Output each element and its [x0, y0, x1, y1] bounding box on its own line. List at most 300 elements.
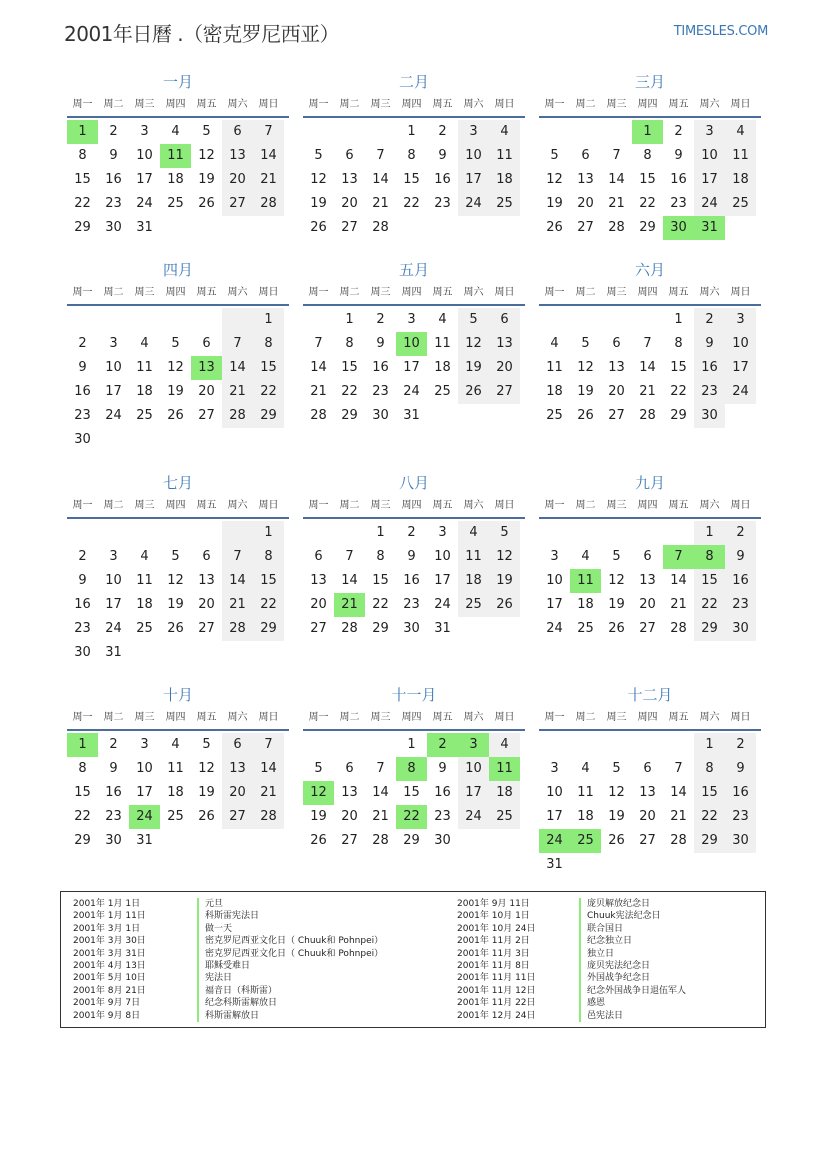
day-cell[interactable]: 8	[345, 336, 354, 351]
day-cell[interactable]: 10	[458, 144, 489, 168]
day-cell[interactable]: 10	[136, 148, 153, 163]
day-cell[interactable]: 6	[581, 148, 590, 163]
day-cell[interactable]: 20	[341, 196, 358, 211]
day-cell[interactable]: 9	[78, 360, 87, 375]
day-cell[interactable]: 25	[167, 809, 184, 824]
day-cell[interactable]: 12	[167, 360, 184, 375]
day-cell[interactable]: 2	[109, 124, 118, 139]
day-cell[interactable]: 17	[725, 356, 756, 380]
day-cell[interactable]: 24	[403, 384, 420, 399]
day-cell[interactable]: 4	[489, 733, 520, 757]
day-cell[interactable]: 9	[725, 757, 756, 781]
day-cell[interactable]: 20	[489, 356, 520, 380]
day-cell[interactable]: 30	[434, 833, 451, 848]
day-cell[interactable]: 29	[372, 621, 389, 636]
day-cell[interactable]: 4	[725, 120, 756, 144]
day-cell[interactable]: 12	[489, 545, 520, 569]
day-cell[interactable]: 22	[74, 809, 91, 824]
day-cell[interactable]: 4	[550, 336, 559, 351]
day-cell[interactable]: 22	[253, 380, 284, 404]
day-cell[interactable]: 7	[643, 336, 652, 351]
day-cell[interactable]: 29	[253, 404, 284, 428]
day-cell[interactable]: 6	[202, 336, 211, 351]
day-cell[interactable]: 9	[438, 148, 447, 163]
day-cell[interactable]: 11	[458, 545, 489, 569]
day-cell[interactable]: 12	[458, 332, 489, 356]
day-cell[interactable]: 23	[105, 196, 122, 211]
day-cell[interactable]: 8	[78, 148, 87, 163]
day-cell[interactable]: 20	[222, 168, 253, 192]
day-cell[interactable]: 14	[639, 360, 656, 375]
day-cell[interactable]: 7	[222, 332, 253, 356]
day-cell[interactable]: 25	[546, 408, 563, 423]
day-cell[interactable]: 10	[694, 144, 725, 168]
day-cell[interactable]: 4	[581, 549, 590, 564]
day-cell[interactable]: 30	[105, 833, 122, 848]
day-cell[interactable]: 6	[489, 308, 520, 332]
day-cell[interactable]: 1	[253, 521, 284, 545]
day-cell[interactable]: 29	[74, 220, 91, 235]
day-cell[interactable]: 2	[725, 733, 756, 757]
day-cell[interactable]: 13	[608, 360, 625, 375]
holiday-day-cell[interactable]: 21	[334, 593, 365, 617]
day-cell[interactable]: 6	[345, 148, 354, 163]
day-cell[interactable]: 18	[725, 168, 756, 192]
day-cell[interactable]: 5	[458, 308, 489, 332]
day-cell[interactable]: 24	[434, 597, 451, 612]
day-cell[interactable]: 21	[372, 809, 389, 824]
day-cell[interactable]: 30	[105, 220, 122, 235]
day-cell[interactable]: 22	[74, 196, 91, 211]
day-cell[interactable]: 2	[78, 549, 87, 564]
day-cell[interactable]: 6	[345, 761, 354, 776]
holiday-day-cell[interactable]: 11	[160, 144, 191, 168]
day-cell[interactable]: 14	[372, 172, 389, 187]
day-cell[interactable]: 19	[546, 196, 563, 211]
day-cell[interactable]: 4	[171, 124, 180, 139]
day-cell[interactable]: 9	[109, 148, 118, 163]
day-cell[interactable]: 10	[725, 332, 756, 356]
holiday-day-cell[interactable]: 8	[694, 545, 725, 569]
day-cell[interactable]: 27	[198, 621, 215, 636]
day-cell[interactable]: 16	[74, 384, 91, 399]
holiday-day-cell[interactable]: 3	[458, 733, 489, 757]
day-cell[interactable]: 4	[489, 120, 520, 144]
day-cell[interactable]: 29	[403, 833, 420, 848]
day-cell[interactable]: 5	[489, 521, 520, 545]
day-cell[interactable]: 26	[608, 833, 625, 848]
day-cell[interactable]: 9	[674, 148, 683, 163]
day-cell[interactable]: 25	[136, 408, 153, 423]
day-cell[interactable]: 8	[253, 332, 284, 356]
day-cell[interactable]: 22	[670, 384, 687, 399]
day-cell[interactable]: 15	[253, 356, 284, 380]
day-cell[interactable]: 13	[341, 785, 358, 800]
day-cell[interactable]: 8	[78, 761, 87, 776]
day-cell[interactable]: 10	[546, 573, 563, 588]
day-cell[interactable]: 15	[670, 360, 687, 375]
day-cell[interactable]: 14	[253, 144, 284, 168]
day-cell[interactable]: 23	[725, 593, 756, 617]
day-cell[interactable]: 31	[105, 645, 122, 660]
day-cell[interactable]: 1	[407, 124, 416, 139]
day-cell[interactable]: 12	[608, 573, 625, 588]
day-cell[interactable]: 15	[253, 569, 284, 593]
day-cell[interactable]: 11	[725, 144, 756, 168]
day-cell[interactable]: 16	[403, 573, 420, 588]
day-cell[interactable]: 12	[608, 785, 625, 800]
day-cell[interactable]: 26	[577, 408, 594, 423]
day-cell[interactable]: 20	[608, 384, 625, 399]
day-cell[interactable]: 17	[458, 781, 489, 805]
holiday-day-cell[interactable]: 24	[129, 805, 160, 829]
day-cell[interactable]: 8	[253, 545, 284, 569]
day-cell[interactable]: 29	[694, 617, 725, 641]
day-cell[interactable]: 30	[725, 829, 756, 853]
day-cell[interactable]: 21	[253, 168, 284, 192]
day-cell[interactable]: 28	[310, 408, 327, 423]
day-cell[interactable]: 9	[725, 545, 756, 569]
day-cell[interactable]: 25	[136, 621, 153, 636]
day-cell[interactable]: 25	[577, 621, 594, 636]
day-cell[interactable]: 25	[725, 192, 756, 216]
day-cell[interactable]: 12	[198, 761, 215, 776]
day-cell[interactable]: 26	[198, 196, 215, 211]
day-cell[interactable]: 21	[310, 384, 327, 399]
day-cell[interactable]: 28	[608, 220, 625, 235]
day-cell[interactable]: 16	[725, 781, 756, 805]
day-cell[interactable]: 8	[643, 148, 652, 163]
day-cell[interactable]: 30	[403, 621, 420, 636]
day-cell[interactable]: 8	[674, 336, 683, 351]
day-cell[interactable]: 23	[372, 384, 389, 399]
day-cell[interactable]: 11	[546, 360, 563, 375]
day-cell[interactable]: 26	[546, 220, 563, 235]
day-cell[interactable]: 30	[372, 408, 389, 423]
day-cell[interactable]: 23	[434, 809, 451, 824]
day-cell[interactable]: 9	[694, 332, 725, 356]
day-cell[interactable]: 23	[105, 809, 122, 824]
day-cell[interactable]: 20	[639, 809, 656, 824]
day-cell[interactable]: 19	[198, 785, 215, 800]
day-cell[interactable]: 15	[403, 785, 420, 800]
day-cell[interactable]: 20	[310, 597, 327, 612]
day-cell[interactable]: 26	[198, 809, 215, 824]
day-cell[interactable]: 2	[78, 336, 87, 351]
day-cell[interactable]: 29	[74, 833, 91, 848]
day-cell[interactable]: 13	[639, 573, 656, 588]
day-cell[interactable]: 17	[434, 573, 451, 588]
day-cell[interactable]: 16	[105, 172, 122, 187]
day-cell[interactable]: 3	[140, 737, 149, 752]
day-cell[interactable]: 2	[376, 312, 385, 327]
day-cell[interactable]: 28	[670, 621, 687, 636]
day-cell[interactable]: 25	[434, 384, 451, 399]
day-cell[interactable]: 2	[438, 124, 447, 139]
day-cell[interactable]: 3	[550, 549, 559, 564]
day-cell[interactable]: 6	[643, 549, 652, 564]
day-cell[interactable]: 16	[694, 356, 725, 380]
day-cell[interactable]: 1	[694, 521, 725, 545]
day-cell[interactable]: 3	[725, 308, 756, 332]
day-cell[interactable]: 13	[577, 172, 594, 187]
day-cell[interactable]: 26	[489, 593, 520, 617]
day-cell[interactable]: 15	[403, 172, 420, 187]
day-cell[interactable]: 25	[489, 192, 520, 216]
day-cell[interactable]: 13	[222, 757, 253, 781]
day-cell[interactable]: 18	[577, 597, 594, 612]
holiday-day-cell[interactable]: 11	[489, 757, 520, 781]
holiday-day-cell[interactable]: 24	[539, 829, 570, 853]
day-cell[interactable]: 18	[489, 781, 520, 805]
holiday-day-cell[interactable]: 31	[694, 216, 725, 240]
day-cell[interactable]: 19	[489, 569, 520, 593]
day-cell[interactable]: 11	[136, 360, 153, 375]
day-cell[interactable]: 27	[341, 220, 358, 235]
day-cell[interactable]: 24	[725, 380, 756, 404]
day-cell[interactable]: 11	[434, 336, 451, 351]
day-cell[interactable]: 1	[376, 525, 385, 540]
day-cell[interactable]: 13	[198, 573, 215, 588]
day-cell[interactable]: 14	[670, 785, 687, 800]
holiday-day-cell[interactable]: 8	[396, 757, 427, 781]
day-cell[interactable]: 14	[670, 573, 687, 588]
day-cell[interactable]: 30	[694, 404, 725, 428]
day-cell[interactable]: 6	[222, 120, 253, 144]
holiday-day-cell[interactable]: 1	[67, 733, 98, 757]
day-cell[interactable]: 3	[109, 549, 118, 564]
day-cell[interactable]: 2	[407, 525, 416, 540]
day-cell[interactable]: 19	[577, 384, 594, 399]
day-cell[interactable]: 5	[612, 549, 621, 564]
day-cell[interactable]: 16	[372, 360, 389, 375]
day-cell[interactable]: 1	[345, 312, 354, 327]
day-cell[interactable]: 15	[372, 573, 389, 588]
day-cell[interactable]: 18	[136, 597, 153, 612]
day-cell[interactable]: 10	[105, 360, 122, 375]
day-cell[interactable]: 7	[253, 120, 284, 144]
day-cell[interactable]: 17	[136, 172, 153, 187]
day-cell[interactable]: 17	[546, 809, 563, 824]
day-cell[interactable]: 15	[639, 172, 656, 187]
day-cell[interactable]: 11	[167, 761, 184, 776]
day-cell[interactable]: 28	[253, 805, 284, 829]
day-cell[interactable]: 29	[694, 829, 725, 853]
day-cell[interactable]: 27	[639, 833, 656, 848]
holiday-day-cell[interactable]: 11	[570, 569, 601, 593]
day-cell[interactable]: 1	[253, 308, 284, 332]
day-cell[interactable]: 21	[372, 196, 389, 211]
day-cell[interactable]: 24	[546, 621, 563, 636]
day-cell[interactable]: 14	[608, 172, 625, 187]
day-cell[interactable]: 3	[109, 336, 118, 351]
day-cell[interactable]: 31	[546, 857, 563, 872]
day-cell[interactable]: 9	[376, 336, 385, 351]
day-cell[interactable]: 19	[310, 196, 327, 211]
day-cell[interactable]: 17	[105, 597, 122, 612]
day-cell[interactable]: 27	[198, 408, 215, 423]
day-cell[interactable]: 19	[198, 172, 215, 187]
day-cell[interactable]: 23	[434, 196, 451, 211]
day-cell[interactable]: 13	[222, 144, 253, 168]
day-cell[interactable]: 20	[577, 196, 594, 211]
day-cell[interactable]: 3	[140, 124, 149, 139]
day-cell[interactable]: 17	[694, 168, 725, 192]
day-cell[interactable]: 29	[253, 617, 284, 641]
day-cell[interactable]: 3	[458, 120, 489, 144]
day-cell[interactable]: 23	[74, 621, 91, 636]
day-cell[interactable]: 28	[341, 621, 358, 636]
day-cell[interactable]: 18	[167, 785, 184, 800]
holiday-day-cell[interactable]: 2	[427, 733, 458, 757]
day-cell[interactable]: 26	[167, 621, 184, 636]
day-cell[interactable]: 2	[109, 737, 118, 752]
day-cell[interactable]: 5	[202, 124, 211, 139]
day-cell[interactable]: 9	[109, 761, 118, 776]
holiday-day-cell[interactable]: 7	[663, 545, 694, 569]
day-cell[interactable]: 22	[341, 384, 358, 399]
day-cell[interactable]: 20	[222, 781, 253, 805]
day-cell[interactable]: 14	[253, 757, 284, 781]
day-cell[interactable]: 3	[407, 312, 416, 327]
day-cell[interactable]: 15	[694, 569, 725, 593]
day-cell[interactable]: 3	[694, 120, 725, 144]
day-cell[interactable]: 15	[694, 781, 725, 805]
day-cell[interactable]: 30	[74, 645, 91, 660]
day-cell[interactable]: 6	[314, 549, 323, 564]
day-cell[interactable]: 24	[105, 621, 122, 636]
day-cell[interactable]: 18	[136, 384, 153, 399]
day-cell[interactable]: 3	[550, 761, 559, 776]
day-cell[interactable]: 22	[403, 196, 420, 211]
day-cell[interactable]: 13	[341, 172, 358, 187]
day-cell[interactable]: 29	[670, 408, 687, 423]
day-cell[interactable]: 14	[310, 360, 327, 375]
day-cell[interactable]: 5	[581, 336, 590, 351]
day-cell[interactable]: 19	[167, 384, 184, 399]
day-cell[interactable]: 12	[310, 172, 327, 187]
day-cell[interactable]: 28	[639, 408, 656, 423]
holiday-day-cell[interactable]: 13	[191, 356, 222, 380]
day-cell[interactable]: 25	[458, 593, 489, 617]
day-cell[interactable]: 6	[222, 733, 253, 757]
day-cell[interactable]: 12	[167, 573, 184, 588]
holiday-day-cell[interactable]: 30	[663, 216, 694, 240]
day-cell[interactable]: 14	[222, 356, 253, 380]
day-cell[interactable]: 22	[694, 593, 725, 617]
day-cell[interactable]: 21	[670, 597, 687, 612]
day-cell[interactable]: 18	[458, 569, 489, 593]
day-cell[interactable]: 18	[546, 384, 563, 399]
day-cell[interactable]: 31	[136, 220, 153, 235]
day-cell[interactable]: 15	[341, 360, 358, 375]
day-cell[interactable]: 22	[639, 196, 656, 211]
day-cell[interactable]: 7	[612, 148, 621, 163]
day-cell[interactable]: 5	[202, 737, 211, 752]
day-cell[interactable]: 15	[74, 785, 91, 800]
day-cell[interactable]: 19	[310, 809, 327, 824]
holiday-day-cell[interactable]: 10	[396, 332, 427, 356]
day-cell[interactable]: 1	[674, 312, 683, 327]
day-cell[interactable]: 19	[608, 597, 625, 612]
day-cell[interactable]: 22	[694, 805, 725, 829]
day-cell[interactable]: 12	[577, 360, 594, 375]
day-cell[interactable]: 7	[376, 761, 385, 776]
day-cell[interactable]: 21	[222, 380, 253, 404]
day-cell[interactable]: 17	[546, 597, 563, 612]
day-cell[interactable]: 25	[167, 196, 184, 211]
day-cell[interactable]: 21	[253, 781, 284, 805]
day-cell[interactable]: 14	[372, 785, 389, 800]
day-cell[interactable]: 5	[314, 148, 323, 163]
day-cell[interactable]: 23	[670, 196, 687, 211]
day-cell[interactable]: 27	[577, 220, 594, 235]
day-cell[interactable]: 24	[105, 408, 122, 423]
day-cell[interactable]: 31	[403, 408, 420, 423]
day-cell[interactable]: 30	[725, 617, 756, 641]
day-cell[interactable]: 17	[403, 360, 420, 375]
day-cell[interactable]: 7	[376, 148, 385, 163]
day-cell[interactable]: 5	[550, 148, 559, 163]
day-cell[interactable]: 17	[458, 168, 489, 192]
day-cell[interactable]: 28	[222, 404, 253, 428]
day-cell[interactable]: 27	[310, 621, 327, 636]
day-cell[interactable]: 24	[136, 196, 153, 211]
day-cell[interactable]: 7	[253, 733, 284, 757]
day-cell[interactable]: 23	[725, 805, 756, 829]
day-cell[interactable]: 4	[171, 737, 180, 752]
day-cell[interactable]: 19	[608, 809, 625, 824]
day-cell[interactable]: 4	[438, 312, 447, 327]
day-cell[interactable]: 21	[670, 809, 687, 824]
day-cell[interactable]: 17	[136, 785, 153, 800]
day-cell[interactable]: 2	[694, 308, 725, 332]
day-cell[interactable]: 16	[434, 172, 451, 187]
site-logo[interactable]: TIMESLES.COM	[673, 24, 768, 39]
day-cell[interactable]: 20	[341, 809, 358, 824]
day-cell[interactable]: 1	[407, 737, 416, 752]
day-cell[interactable]: 28	[253, 192, 284, 216]
day-cell[interactable]: 19	[458, 356, 489, 380]
day-cell[interactable]: 29	[639, 220, 656, 235]
day-cell[interactable]: 7	[345, 549, 354, 564]
day-cell[interactable]: 6	[643, 761, 652, 776]
day-cell[interactable]: 27	[639, 621, 656, 636]
day-cell[interactable]: 13	[310, 573, 327, 588]
day-cell[interactable]: 24	[458, 805, 489, 829]
day-cell[interactable]: 7	[222, 545, 253, 569]
day-cell[interactable]: 28	[372, 220, 389, 235]
day-cell[interactable]: 27	[341, 833, 358, 848]
day-cell[interactable]: 5	[171, 549, 180, 564]
day-cell[interactable]: 4	[458, 521, 489, 545]
day-cell[interactable]: 25	[489, 805, 520, 829]
day-cell[interactable]: 9	[407, 549, 416, 564]
day-cell[interactable]: 21	[639, 384, 656, 399]
day-cell[interactable]: 9	[438, 761, 447, 776]
day-cell[interactable]: 4	[581, 761, 590, 776]
day-cell[interactable]: 13	[489, 332, 520, 356]
day-cell[interactable]: 7	[314, 336, 323, 351]
day-cell[interactable]: 23	[694, 380, 725, 404]
day-cell[interactable]: 10	[458, 757, 489, 781]
day-cell[interactable]: 4	[140, 549, 149, 564]
day-cell[interactable]: 14	[341, 573, 358, 588]
day-cell[interactable]: 12	[198, 148, 215, 163]
day-cell[interactable]: 13	[639, 785, 656, 800]
day-cell[interactable]: 23	[403, 597, 420, 612]
day-cell[interactable]: 21	[608, 196, 625, 211]
